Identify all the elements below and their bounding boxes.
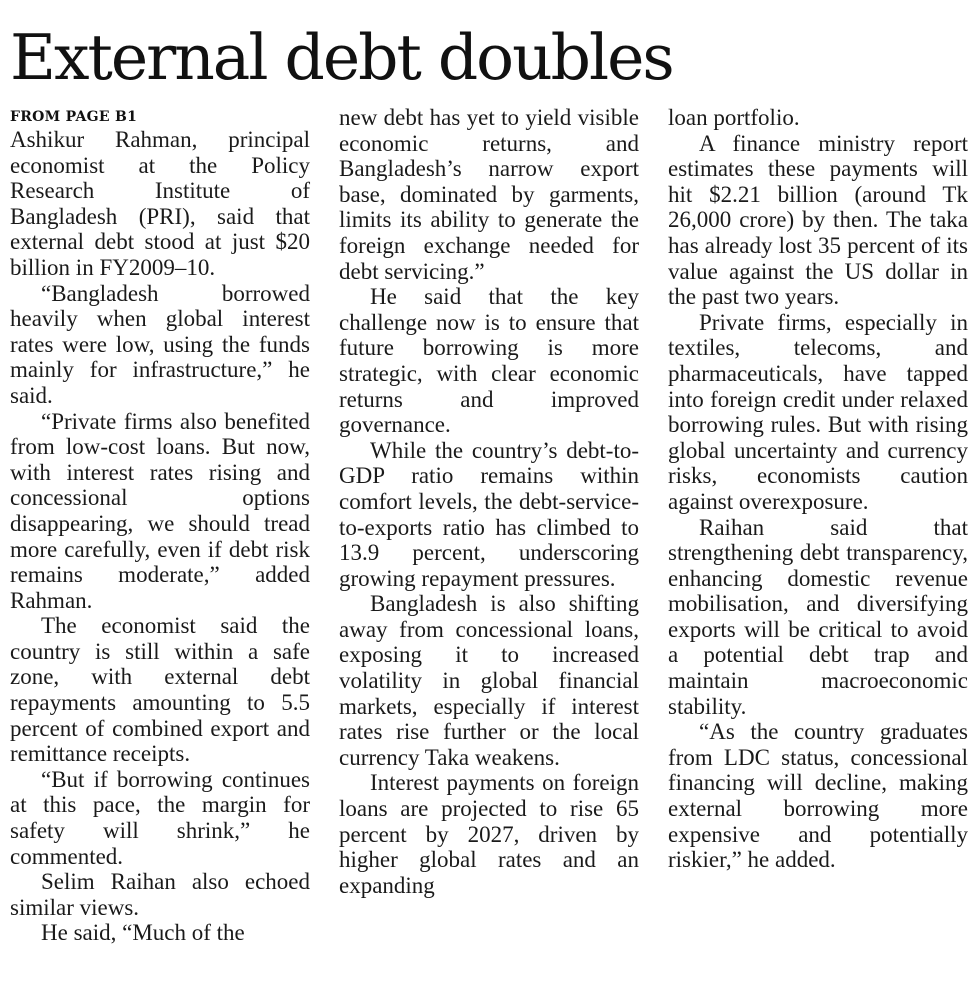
paragraph: “Private firms also benefited from low-cost loans. But now, with interest rates rising and concessional options disappearing, we should tread more carefully, even if debt risk remains moderate,” added Rahman. — [10, 408, 310, 613]
paragraph: He said, “Much of the — [41, 920, 245, 946]
paragraph: “As the country graduates from LDC status, concessional financing will decline, making external borrowing more expensive and potentially riskier,” he added. — [668, 719, 968, 873]
paragraph: Raihan said that strengthening debt transparency, enhancing domestic revenue mobilisation, and diversifying exports will be critical to avoid a potential debt trap and maintain macroeconomic stability. — [668, 514, 968, 719]
paragraph: “Bangladesh borrowed heavily when global interest rates were low, using the funds mainly for infrastructure,” he said. — [10, 280, 310, 408]
paragraph: The economist said the country is still within a safe zone, with external debt repayments amounting to 5.5 percent of combined export and remittance receipts. — [10, 613, 310, 767]
continued-from-label: FROM PAGE B1 — [10, 109, 138, 125]
paragraph: A finance ministry report estimates these payments will hit $2.21 billion (around Tk 26,000 crore) by then. The taka has already lost 35 percent of its value against the US dollar in the past two years. — [668, 130, 968, 310]
paragraph: Interest payments on foreign loans are projected to rise 65 percent by 2027, driven by higher global rates and an expanding — [339, 770, 639, 898]
column-2 — [339, 105, 639, 946]
paragraph: While the country’s debt-to-GDP ratio remains within comfort levels, the debt-service-to-exports ratio has climbed to 13.9 percent, underscoring growing repayment pressures. — [339, 437, 639, 591]
paragraph: Private firms, especially in textiles, telecoms, and pharmaceuticals, have tapped into foreign credit under relaxed borrowing rules. But with rising global uncertainty and currency risks, economists caution against overexposure. — [668, 309, 968, 514]
paragraph: loan portfolio. — [668, 105, 800, 130]
column-3 — [668, 105, 968, 946]
paragraph: Selim Raihan also echoed similar views. — [10, 869, 310, 920]
paragraph: “But if borrowing continues at this pace, the margin for safety will shrink,” he commented. — [10, 766, 310, 869]
paragraph: new debt has yet to yield visible economic returns, and Bangladesh’s narrow export base, dominated by garments, limits its ability to generate the foreign exchange needed for debt servicing.” — [339, 105, 639, 284]
headline: External debt doubles — [10, 21, 673, 94]
paragraph: Bangladesh is also shifting away from concessional loans, exposing it to increased volatility in global financial markets, especially if interest rates rise further or the local currency Taka weakens. — [339, 591, 639, 770]
article-body — [10, 105, 968, 946]
paragraph: He said that the key challenge now is to ensure that future borrowing is more strategic, with clear economic returns and improved governance. — [339, 284, 639, 438]
paragraph: Ashikur Rahman, principal economist at the Policy Research Institute of Bangladesh (PRI), said that external debt stood at just $20 billion in FY2009–10. — [10, 127, 310, 280]
column-1 — [10, 105, 310, 946]
